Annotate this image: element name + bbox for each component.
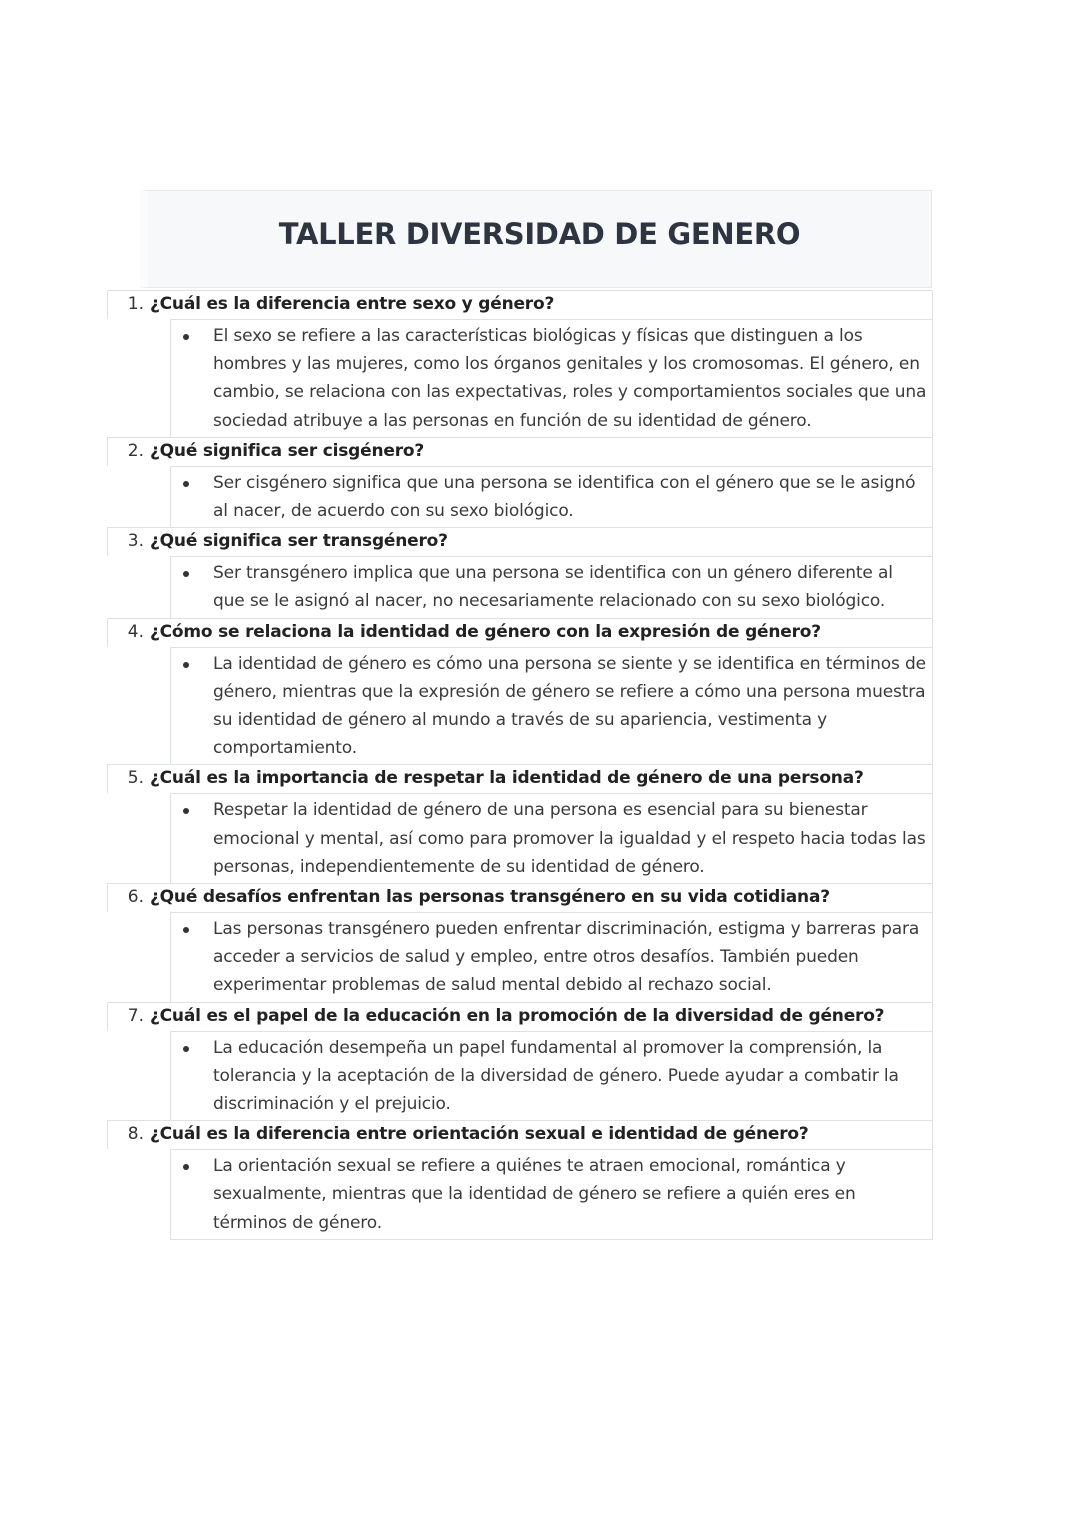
answer-text: Las personas transgénero pueden enfrentar discriminación, estigma y barreras para acceder a servicios de salud y empleo, entre otros desafíos. También pueden experimentar problemas de salud mental debido al rechazo social. <box>213 919 920 996</box>
answer-row <box>170 466 933 527</box>
question-row <box>107 437 933 466</box>
question-text: ¿Cuál es el papel de la educación en la promoción de la diversidad de género? <box>150 1005 885 1026</box>
page-title: TALLER DIVERSIDAD DE GENERO <box>278 217 801 251</box>
answer-row <box>170 647 933 765</box>
question-number: 8. <box>127 1124 144 1145</box>
bullet-icon <box>183 927 189 933</box>
question-list <box>107 290 933 1240</box>
answer-text: El sexo se refiere a las características biológicas y físicas que distinguen a los hombres y las mujeres, como los órganos genitales y los cromosomas. El género, en cambio, se relaciona con las expectativas, roles y comportamientos sociales que una sociedad atribuye a las personas en función de su identidad de género. <box>213 326 927 431</box>
question-text: ¿Cuál es la importancia de respetar la identidad de género de una persona? <box>150 768 864 789</box>
answer-row <box>170 1031 933 1121</box>
question-number: 4. <box>127 621 144 642</box>
answer-text: Ser cisgénero significa que una persona se identifica con el género que se le asignó al nacer, de acuerdo con su sexo biológico. <box>213 472 916 522</box>
answer-text: Ser transgénero implica que una persona se identifica con un género diferente al que se le asignó al nacer, no necesariamente relacionado con su sexo biológico. <box>213 563 893 612</box>
question-text: ¿Cuál es la diferencia entre orientación sexual e identidad de género? <box>150 1124 809 1145</box>
question-row <box>107 290 933 319</box>
question-text: ¿Qué desafíos enfrentan las personas transgénero en su vida cotidiana? <box>150 887 830 908</box>
question-number: 2. <box>127 440 144 461</box>
bullet-icon <box>183 808 189 814</box>
bullet-icon <box>183 1164 189 1170</box>
bullet-icon <box>183 571 189 577</box>
answer-row <box>170 793 933 883</box>
question-number: 7. <box>127 1005 144 1026</box>
bullet-icon <box>183 334 189 340</box>
bullet-icon <box>183 1046 189 1052</box>
question-text: ¿Qué significa ser transgénero? <box>150 531 448 552</box>
question-row <box>107 883 933 912</box>
question-number: 5. <box>127 768 144 789</box>
question-text: ¿Cuál es la diferencia entre sexo y género? <box>150 294 555 314</box>
question-row <box>107 1002 933 1031</box>
question-number: 6. <box>127 887 144 908</box>
question-text: ¿Cómo se relaciona la identidad de género con la expresión de género? <box>150 621 821 642</box>
question-row <box>107 618 933 647</box>
bullet-icon <box>183 662 189 668</box>
title-box <box>140 190 932 288</box>
answer-row <box>170 319 933 437</box>
question-row <box>107 527 933 556</box>
answer-text: La orientación sexual se refiere a quiénes te atraen emocional, romántica y sexualmente, mientras que la identidad de género se refiere a quién eres en términos de género. <box>213 1156 856 1233</box>
question-number: 3. <box>127 531 144 552</box>
answer-row <box>170 912 933 1002</box>
question-number: 1. <box>127 294 144 314</box>
question-text: ¿Qué significa ser cisgénero? <box>150 440 425 461</box>
question-row <box>107 1120 933 1149</box>
answer-text: La educación desempeña un papel fundamental al promover la comprensión, la tolerancia y la aceptación de la diversidad de género. Puede ayudar a combatir la discriminación y el prejuicio. <box>213 1037 899 1115</box>
question-row <box>107 764 933 793</box>
answer-row <box>170 1149 933 1240</box>
answer-row <box>170 556 933 617</box>
bullet-icon <box>183 481 189 487</box>
answer-text: La identidad de género es cómo una persona se siente y se identifica en términos de género, mientras que la expresión de género se refiere a cómo una persona muestra su identidad de género al mundo a través de su apariencia, vestimenta y comportamiento. <box>213 653 926 759</box>
answer-text: Respetar la identidad de género de una persona es esencial para su bienestar emocional y mental, así como para promover la igualdad y el respeto hacia todas las personas, independientemente de su identidad de género. <box>213 800 926 877</box>
